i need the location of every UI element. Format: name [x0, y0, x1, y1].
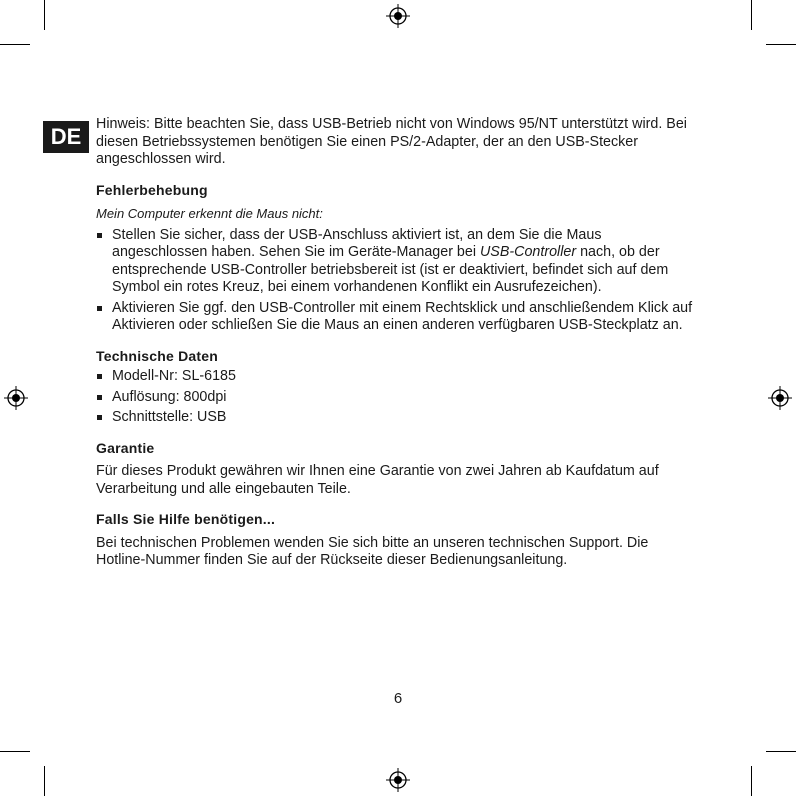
- crop-mark-top-right-v: [751, 0, 752, 30]
- item1-text-start: Stellen Sie sicher, dass der USB-Anschluss aktiviert ist, an dem Sie die Maus angeschlossen haben. Sehen Sie im Geräte-Manager bei: [112, 226, 602, 260]
- warranty-heading: Garantie: [96, 439, 155, 456]
- page-number: 6: [393, 690, 403, 707]
- crop-mark-bottom-left-h: [0, 751, 30, 752]
- troubleshooting-list: [96, 227, 696, 335]
- help-text: Bei technischen Problemen wenden Sie sich bitte an unseren technischen Support. Die Hotline-Nummer finden Sie auf der Rückseite dieser Bedienungsanleitung.: [96, 534, 649, 568]
- help-heading: Falls Sie Hilfe benötigen...: [96, 511, 276, 527]
- list-item: Aktivieren Sie ggf. den USB-Controller mit einem Rechtsklick und anschließendem Klick auf Aktivieren oder schließen Sie die Maus an einen anderen verfügbaren USB-Steckplatz an.: [96, 300, 696, 335]
- crop-mark-top-left-v: [44, 0, 45, 30]
- crop-mark-bottom-right-h: [766, 751, 796, 752]
- language-badge: DE: [43, 121, 89, 153]
- specs-heading: Technische Daten: [96, 347, 218, 364]
- crop-mark-bottom-right-v: [751, 766, 752, 796]
- troubleshooting-heading: Fehlerbehebung: [96, 181, 208, 198]
- specs-list: [96, 368, 696, 427]
- list-item: Modell-Nr: SL-6185: [96, 368, 696, 386]
- manual-content: [96, 116, 696, 570]
- crop-mark-top-right-h: [766, 44, 796, 45]
- list-item: Auflösung: 800dpi: [96, 389, 696, 407]
- item1-text-end: nach, ob der entsprechende USB-Controller betriebsbereit ist (ist er deaktiviert, befindet sich auf dem Symbol ein rotes Kreuz, bei einem vorhandenen Konflikt ein Ausrufezeichen).: [112, 244, 669, 295]
- list-item: [96, 227, 696, 297]
- intro-note: Hinweis: Bitte beachten Sie, dass USB-Betrieb nicht von Windows 95/NT unterstützt wird. Bei diesen Betriebssystemen benötigen Sie einen PS/2-Adapter, der an den USB-Stecker angeschlossen wird.: [96, 116, 687, 167]
- crop-mark-top-left-h: [0, 44, 30, 45]
- registration-mark-bottom-icon: [386, 768, 410, 792]
- warranty-text: Für dieses Produkt gewähren wir Ihnen eine Garantie von zwei Jahren ab Kaufdatum auf Verarbeitung und alle eingebauten Teile.: [96, 463, 659, 497]
- item1-emphasis: USB-Controller: [479, 244, 577, 260]
- registration-mark-top-icon: [386, 4, 410, 28]
- crop-mark-bottom-left-v: [44, 766, 45, 796]
- registration-mark-left-icon: [4, 386, 28, 410]
- troubleshooting-subheading: Mein Computer erkennt die Maus nicht:: [96, 206, 323, 221]
- registration-mark-right-icon: [768, 386, 792, 410]
- list-item: Schnittstelle: USB: [96, 409, 696, 427]
